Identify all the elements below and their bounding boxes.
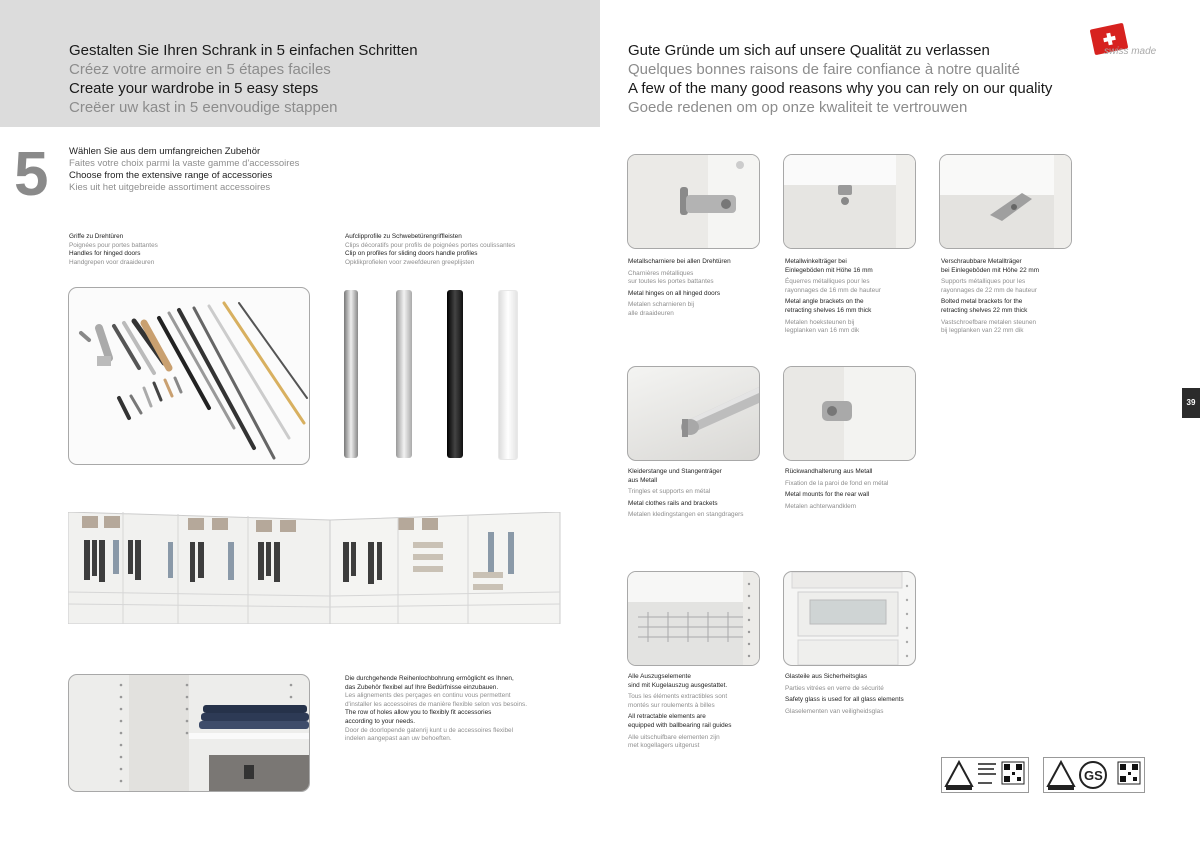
tuv-certificate-1 — [941, 757, 1029, 793]
f4-line-5: Metalen kledingstangen en stangdragers — [628, 511, 744, 519]
handles-photo — [68, 287, 310, 465]
handles-caption — [69, 233, 158, 267]
clip-profile-black — [447, 290, 463, 458]
angle-bracket-photo — [783, 154, 916, 249]
f2-line-2: Einlegeböden mit Höhe 16 mm — [785, 266, 873, 274]
hinge-photo — [627, 154, 760, 249]
step-fr: Faites votre choix parmi la vaste gamme d'accessoires — [69, 158, 300, 169]
f4-line-1: Kleiderstange und Stangenträger — [628, 468, 722, 475]
feature-rail-text — [628, 468, 743, 520]
holes-de-1: Die durchgehende Reihenlochbohrung ermöglicht es Ihnen, — [345, 675, 514, 682]
holes-fr-2: d'installer les accessoires de manière flexible selon vos besoins. — [345, 700, 528, 708]
left-header — [69, 41, 418, 117]
clip-profile-silver — [344, 290, 358, 458]
tuv-logo-icon — [942, 758, 1028, 792]
f7-line-2: Parties vitrées en verre de sécurité — [785, 684, 884, 692]
f5-line-2: Fixation de la paroi de fond en métal — [785, 479, 889, 487]
f3-line-4: rayonnages de 22 mm de hauteur — [941, 286, 1037, 294]
drawer-illustration — [628, 572, 759, 665]
feature-drawers-text — [628, 673, 731, 751]
f6-line-2: sind mit Kugelauszug ausgestattet. — [628, 681, 728, 689]
clip-caption — [345, 233, 515, 267]
step-de: Wählen Sie aus dem umfangreichen Zubehör — [69, 146, 261, 157]
right-header-fr: Quelques bonnes raisons de faire confiance à notre qualité — [628, 61, 1020, 78]
swiss-made-label: swiss made — [1104, 46, 1157, 57]
f6-line-6: equipped with ballbearing rail guides — [628, 721, 732, 729]
svg-text:GS: GS — [1084, 768, 1103, 783]
f6-line-4: montés sur roulements à billes — [628, 701, 715, 709]
holes-caption — [345, 675, 527, 744]
left-header-de: Gestalten Sie Ihren Schrank in 5 einfachen Schritten — [69, 42, 418, 59]
left-header-en: Create your wardrobe in 5 easy steps — [69, 80, 319, 97]
right-header-de: Gute Gründe um sich auf unsere Qualität zu verlassen — [628, 42, 990, 59]
drawer-photo — [627, 571, 760, 666]
glass-illustration — [784, 572, 915, 665]
f7-line-3: Safety glass is used for all glass elements — [785, 696, 904, 704]
f3-line-6: retracting shelves 22 mm thick — [941, 306, 1028, 314]
f2-line-7: Metalen hoeksteunen bij — [785, 318, 855, 326]
f2-line-3: Équerres métalliques pour les — [785, 278, 870, 286]
clip-profile-white — [498, 290, 518, 460]
f5-line-1: Rückwandhalterung aus Metall — [785, 468, 873, 475]
handles-illustration — [69, 288, 309, 464]
f6-line-5: All retractable elements are — [628, 713, 706, 721]
f3-line-3: Supports métalliques pour les — [941, 278, 1026, 286]
f1-line-1: Metallscharniere bei allen Drehtüren — [628, 258, 731, 265]
clothes-rail-illustration — [628, 367, 759, 460]
clip-en: Clip on profiles for sliding doors handle profiles — [345, 250, 478, 258]
bolted-bracket-photo — [939, 154, 1072, 249]
clip-nl: Opklikprofielen voor zweefdeuren greeplijsten — [345, 258, 475, 266]
f7-line-4: Glaselementen van veiligheidsglas — [785, 707, 884, 715]
clip-fr: Clips décoratifs pour profils de poignées portes coulissantes — [345, 241, 516, 249]
f1-line-2: Charnières métalliques — [628, 269, 694, 277]
feature-hinges-text — [628, 258, 731, 319]
f1-line-3: sur toutes les portes battantes — [628, 278, 714, 286]
feature-bolted-text — [941, 258, 1039, 336]
feature-glass-text — [785, 673, 904, 716]
step-text — [69, 146, 299, 194]
rear-wall-photo — [783, 366, 916, 461]
f4-line-4: Metal clothes rails and brackets — [628, 499, 718, 507]
clip-de: Aufclipprofile zu Schwebetürengriffleisten — [345, 233, 462, 240]
f1-line-6: alle draaideuren — [628, 309, 674, 317]
clothes-rail-photo — [627, 366, 760, 461]
handles-nl: Handgrepen voor draaideuren — [69, 258, 155, 266]
glass-photo — [783, 571, 916, 666]
tuv-gs-certificate — [1043, 757, 1145, 793]
f1-line-4: Metal hinges on all hinged doors — [628, 289, 721, 297]
f2-line-4: rayonnages de 16 mm de hauteur — [785, 286, 881, 294]
hinge-illustration — [628, 155, 759, 248]
f3-line-2: bei Einlegeböden mit Höhe 22 mm — [941, 266, 1040, 274]
holes-photo — [68, 674, 310, 792]
holes-de-2: das Zubehör flexibel auf Ihre Bedürfnisse einzubauen. — [345, 683, 499, 691]
clip-profile-light — [396, 290, 412, 458]
left-header-fr: Créez votre armoire en 5 étapes faciles — [69, 61, 331, 78]
step-nl: Kies uit het uitgebreide assortiment accessoires — [69, 182, 271, 193]
f6-line-7: Alle uitschuifbare elementen zijn — [628, 733, 720, 741]
gs-logo-icon — [1044, 758, 1144, 792]
handles-de: Griffe zu Drehtüren — [69, 233, 124, 240]
handles-en: Handles for hinged doors — [69, 250, 141, 258]
step-en: Choose from the extensive range of accessories — [69, 170, 273, 181]
f2-line-6: retracting shelves 16 mm thick — [785, 306, 872, 314]
right-header-en: A few of the many good reasons why you can rely on our quality — [628, 80, 1053, 97]
holes-nl-2: indelen aangepast aan uw behoeften. — [345, 735, 452, 743]
bolted-bracket-illustration — [940, 155, 1071, 248]
feature-angle-text — [785, 258, 881, 336]
f6-line-3: Tous les éléments extractibles sont — [628, 693, 728, 701]
f3-line-7: Vastschroefbare metalen steunen — [941, 318, 1037, 326]
f4-line-3: Tringles et supports en métal — [628, 488, 711, 496]
right-header — [628, 41, 1052, 117]
f3-line-1: Verschraubbare Metallträger — [941, 258, 1022, 265]
f2-line-8: legplanken van 16 mm dik — [785, 327, 860, 335]
f3-line-8: bij legplanken van 22 mm dik — [941, 327, 1024, 335]
step-number: 5 — [14, 140, 49, 209]
f5-line-4: Metalen achterwandklem — [785, 502, 857, 510]
angle-bracket-illustration — [784, 155, 915, 248]
f6-line-1: Alle Auszugselemente — [628, 673, 691, 680]
f2-line-5: Metal angle brackets on the — [785, 298, 864, 306]
f3-line-5: Bolted metal brackets for the — [941, 298, 1023, 306]
page-number-tab: 39 — [1182, 388, 1200, 418]
feature-rear-text — [785, 468, 888, 511]
f4-line-2: aus Metall — [628, 476, 658, 484]
f2-line-1: Metallwinkelträger bei — [785, 258, 847, 265]
f1-line-5: Metalen scharnieren bij — [628, 301, 695, 309]
holes-nl-1: Door de doorlopende gatenrij kunt u de accessoires flexibel — [345, 726, 514, 734]
holes-fr-1: Les alignements des perçages en continu vous permettent — [345, 692, 511, 700]
f5-line-3: Metal mounts for the rear wall — [785, 491, 870, 499]
left-header-nl: Creëer uw kast in 5 eenvoudige stappen — [69, 99, 338, 116]
wardrobe-panorama — [68, 512, 568, 624]
rear-wall-illustration — [784, 367, 915, 460]
wardrobe-illustration — [68, 512, 568, 624]
holes-en-1: The row of holes allow you to flexibly fit accessories — [345, 709, 492, 717]
holes-illustration — [69, 675, 309, 791]
right-header-nl: Goede redenen om op onze kwaliteit te vertrouwen — [628, 99, 968, 116]
holes-en-2: according to your needs. — [345, 717, 415, 725]
f6-line-8: met kogellagers uitgerust — [628, 742, 700, 750]
f7-line-1: Glasteile aus Sicherheitsglas — [785, 673, 868, 680]
handles-fr: Poignées pour portes battantes — [69, 241, 158, 249]
